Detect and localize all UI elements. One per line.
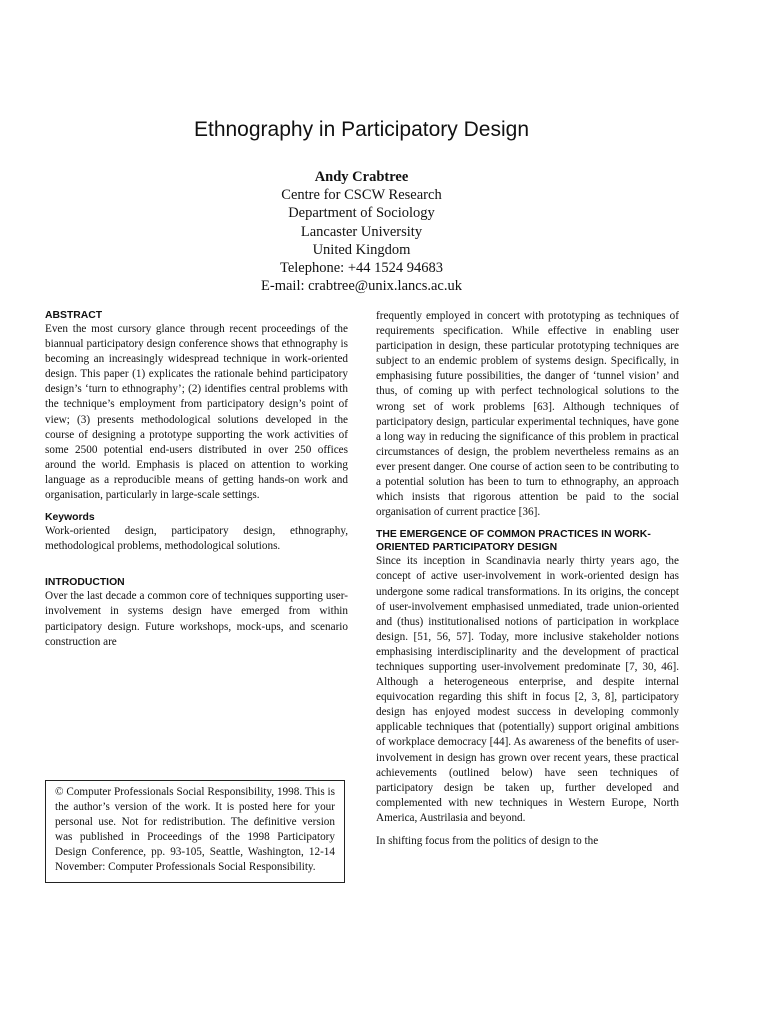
right-column	[376, 309, 679, 857]
paper-title: Ethnography in Participatory Design	[193, 118, 529, 141]
author-affiliation-country: United Kingdom	[312, 241, 411, 258]
author-affiliation-university: Lancaster University	[300, 223, 423, 240]
section-spacer	[45, 562, 348, 576]
author-email: E-mail: crabtree@unix.lancs.ac.uk	[261, 278, 462, 295]
introduction-continuation-text: frequently employed in concert with prototyping as techniques of requirements specification. While effective in enabling user participation in design, these particular prototyping techniques are subject to an endemic problem of systems design. Specifically, in emphasising future possibilities, the danger of ‘tunnel vision’ and thus, of coming up with perfect technological solutions to the wrong set of work problems [63]. Although techniques of participatory design, particular experimental techniques, have gone a long way in reducing the significance of this problem in practical circumstances of design, the problem nevertheless remains as an ever present danger. One course of action seen to be contributing to a potential solution has been to turn to ethnography, an approach which insists that rigorous attention be paid to the social organisation of current practice [36].	[376, 310, 679, 519]
abstract-text: Even the most cursory glance through recent proceedings of the biannual participatory design conference shows that ethnography is becoming an increasingly widespread technique in work-oriented design. This paper (1) explicates the rationale behind participatory design’s ‘turn to ethnography’; (2) identifies central problems with the technique’s employment from participatory design’s point of view; (3) presents methodological solutions developed in the course of designing a prototype supporting the work activities of some 2500 potential end-users distributed in over 250 offices around the world. Emphasis is placed on attention to working language as a reproducible means of getting hands-on work and organisation, particularly in large-scale settings.	[45, 323, 348, 502]
author-telephone: Telephone: +44 1524 94683	[279, 260, 443, 277]
author-affiliation-department: Department of Sociology	[288, 205, 435, 222]
introduction-heading: INTRODUCTION	[45, 577, 125, 589]
introduction-text: Over the last decade a common core of techniques supporting user-involvement in systems design have emerged from within participatory design. Future workshops, mock-ups, and scenario construction are	[45, 590, 348, 648]
author-name: Andy Crabtree	[314, 169, 409, 185]
copyright-box: © Computer Professionals Social Responsibility, 1998. This is the author’s version of the work. It is posted here for your personal use. Not for redistribution. The definitive version was published in Proceedings of the 1998 Participatory Design Conference, pp. 93-105, Seattle, Washington, 12-14 November: Computer Professionals Social Responsibility.	[45, 780, 345, 883]
author-affiliation-centre: Centre for CSCW Research	[281, 187, 442, 204]
emergence-section-heading: THE EMERGENCE OF COMMON PRACTICES IN WORK-ORIENTED PARTICIPATORY DESIGN	[376, 529, 651, 554]
emergence-section-text: Since its inception in Scandinavia nearly thirty years ago, the concept of active user-involvement in work-oriented design has undergone some radical transformations. In its origins, the concept of user-involvement emphasised unmediated, trade union-oriented and (thus) institutionalised notions of participation in workplace design. [51, 56, 57]. Today, more inclusive stakeholder notions emphasising interdisciplinarity and the development of practical techniques supporting user-involvement predominate [7, 30, 46]. Although a heterogeneous enterprise, and despite internal equivocation regarding this shift in focus [2, 3, 8], participatory design has enjoyed modest success in developing commonly applicable techniques that (potentially) support original ambitions of workplace democracy [44]. As awareness of the benefits of user-involvement in design has grown over recent years, these practical achievements (outlined below) have seen techniques of participatory design be taken up, further developed and complemented with new techniques in Western Europe, North America, Austrilasia and beyond.	[376, 555, 679, 824]
emergence-section-last-paragraph: In shifting focus from the politics of design to the	[376, 835, 599, 847]
abstract-heading: ABSTRACT	[45, 310, 103, 321]
author-block	[0, 168, 723, 295]
left-column	[45, 309, 348, 658]
keywords-text: Work-oriented design, participatory design, ethnography, methodological problems, methodological solutions.	[45, 525, 348, 553]
keywords-heading: Keywords	[45, 512, 95, 524]
